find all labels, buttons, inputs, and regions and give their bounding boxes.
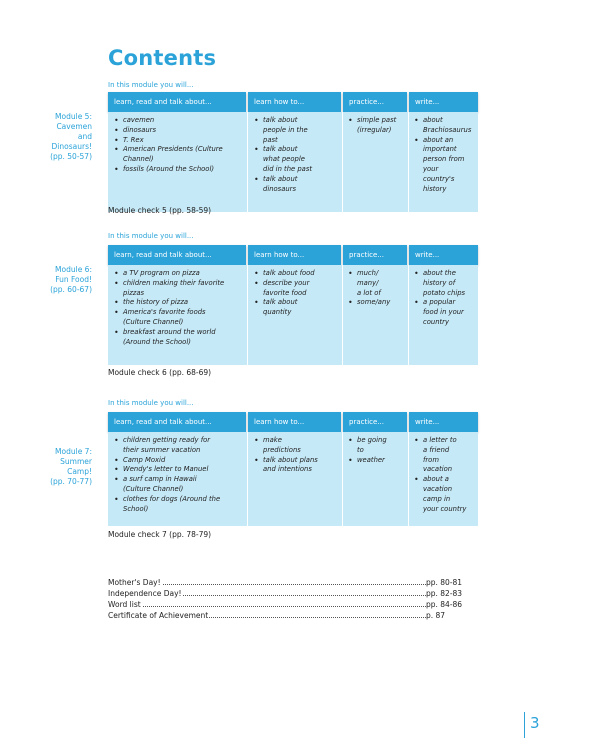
header-write: write... xyxy=(409,245,478,265)
header-learn: learn, read and talk about... xyxy=(108,412,246,432)
header-learn: learn, read and talk about... xyxy=(108,92,246,112)
toc-row-independence-day xyxy=(108,588,470,599)
list-item: • talk about food xyxy=(254,269,340,279)
list-item: • talk about quantity xyxy=(254,298,340,318)
list-item: • talk about people in the past xyxy=(254,116,340,145)
module-7-label: Module 7: Summer Camp! (pp. 70-77) xyxy=(50,447,92,486)
list-item: • talk about dinosaurs xyxy=(254,175,340,195)
module-7-intro: In this module you will... xyxy=(108,399,194,407)
list-item: • breakfast around the world (Around the School) xyxy=(114,328,244,348)
toc-row-word-list xyxy=(108,599,470,610)
list-item: • a TV program on pizza xyxy=(114,269,244,279)
module-7-content xyxy=(108,432,478,526)
module-7-how xyxy=(254,436,340,475)
header-how: learn how to... xyxy=(248,92,341,112)
list-item: • American Presidents (Culture Channel) xyxy=(114,145,244,165)
header-practice: practice... xyxy=(343,245,407,265)
page-title: Contents xyxy=(108,46,217,70)
list-item: • a surf camp in Hawaii (Culture Channel) xyxy=(114,475,244,495)
module-7-practice xyxy=(348,436,408,465)
list-item: • T. Rex xyxy=(114,136,244,146)
module-5-intro: In this module you will... xyxy=(108,81,194,89)
toc-row-mothers-day xyxy=(108,577,470,588)
list-item: • America's favorite foods (Culture Channel) xyxy=(114,308,244,328)
list-item: • talk about plans and intentions xyxy=(254,456,340,476)
list-item: • children getting ready for their summer vacation xyxy=(114,436,244,456)
list-item: • children making their favorite pizzas xyxy=(114,279,244,299)
header-write: write... xyxy=(409,412,478,432)
module-5-check: Module check 5 (pp. 58-59) xyxy=(108,206,212,215)
list-item: • Camp Moxid xyxy=(114,456,244,466)
toc-pages: p. 87 xyxy=(426,611,446,620)
list-item: • about the history of potato chips xyxy=(414,269,478,298)
list-item: • much/ many/ a lot of xyxy=(348,269,408,298)
module-5-how xyxy=(254,116,340,194)
module-5-learn xyxy=(114,116,244,175)
toc-pages: pp. 82-83 xyxy=(426,589,463,598)
header-learn: learn, read and talk about... xyxy=(108,245,246,265)
page-number-divider xyxy=(524,712,525,738)
module-5-table xyxy=(108,92,478,212)
list-item: • describe your favorite food xyxy=(254,279,340,299)
header-how: learn how to... xyxy=(248,412,341,432)
list-item: • Wendy's letter to Manuel xyxy=(114,465,244,475)
module-6-check: Module check 6 (pp. 68-69) xyxy=(108,368,212,377)
module-6-learn xyxy=(114,269,244,347)
list-item: • simple past (irregular) xyxy=(348,116,408,136)
module-7-write xyxy=(414,436,478,514)
module-6-how xyxy=(254,269,340,318)
list-item: • fossils (Around the School) xyxy=(114,165,244,175)
toc-label: Word list xyxy=(108,600,141,609)
toc-pages: pp. 80-81 xyxy=(426,578,463,587)
list-item: • about a vacation camp in your country xyxy=(414,475,478,514)
list-item: • a letter to a friend from vacation xyxy=(414,436,478,475)
module-5-write xyxy=(414,116,478,194)
header-how: learn how to... xyxy=(248,245,341,265)
module-7-header-row xyxy=(108,412,478,432)
module-5-practice xyxy=(348,116,408,136)
module-6-content xyxy=(108,265,478,365)
list-item: • a popular food in your country xyxy=(414,298,478,327)
module-6-practice xyxy=(348,269,408,308)
module-7-learn xyxy=(114,436,244,514)
list-item: • some/any xyxy=(348,298,408,308)
module-6-intro: In this module you will... xyxy=(108,232,194,240)
list-item: • talk about what people did in the past xyxy=(254,145,340,174)
header-practice: practice... xyxy=(343,92,407,112)
toc-label: Independence Day! xyxy=(108,589,182,598)
list-item: • clothes for dogs (Around the School) xyxy=(114,495,244,515)
toc-label: Certificate of Achievement xyxy=(108,611,209,620)
module-5-header-row xyxy=(108,92,478,112)
module-6-header-row xyxy=(108,245,478,265)
module-5-label: Module 5: Cavemen and Dinosaurs! (pp. 50-57) xyxy=(50,112,92,161)
list-item: • the history of pizza xyxy=(114,298,244,308)
module-7-table xyxy=(108,412,478,526)
page-number: 3 xyxy=(530,714,540,732)
toc-pages: pp. 84-86 xyxy=(426,600,463,609)
list-item: • make predictions xyxy=(254,436,340,456)
toc-label: Mother's Day! xyxy=(108,578,161,587)
list-item: • cavemen xyxy=(114,116,244,126)
module-6-label: Module 6: Fun Food! (pp. 60-67) xyxy=(50,265,92,294)
header-write: write... xyxy=(409,92,478,112)
toc-row-certificate xyxy=(108,610,470,621)
module-6-write xyxy=(414,269,478,328)
list-item: • weather xyxy=(348,456,408,466)
list-item: • about Brachiosaurus xyxy=(414,116,478,136)
list-item: • be going to xyxy=(348,436,408,456)
module-6-table xyxy=(108,245,478,365)
module-5-content xyxy=(108,112,478,212)
module-7-check: Module check 7 (pp. 78-79) xyxy=(108,530,212,539)
list-item: • about an important person from your country's history xyxy=(414,136,478,195)
header-practice: practice... xyxy=(343,412,407,432)
list-item: • dinosaurs xyxy=(114,126,244,136)
